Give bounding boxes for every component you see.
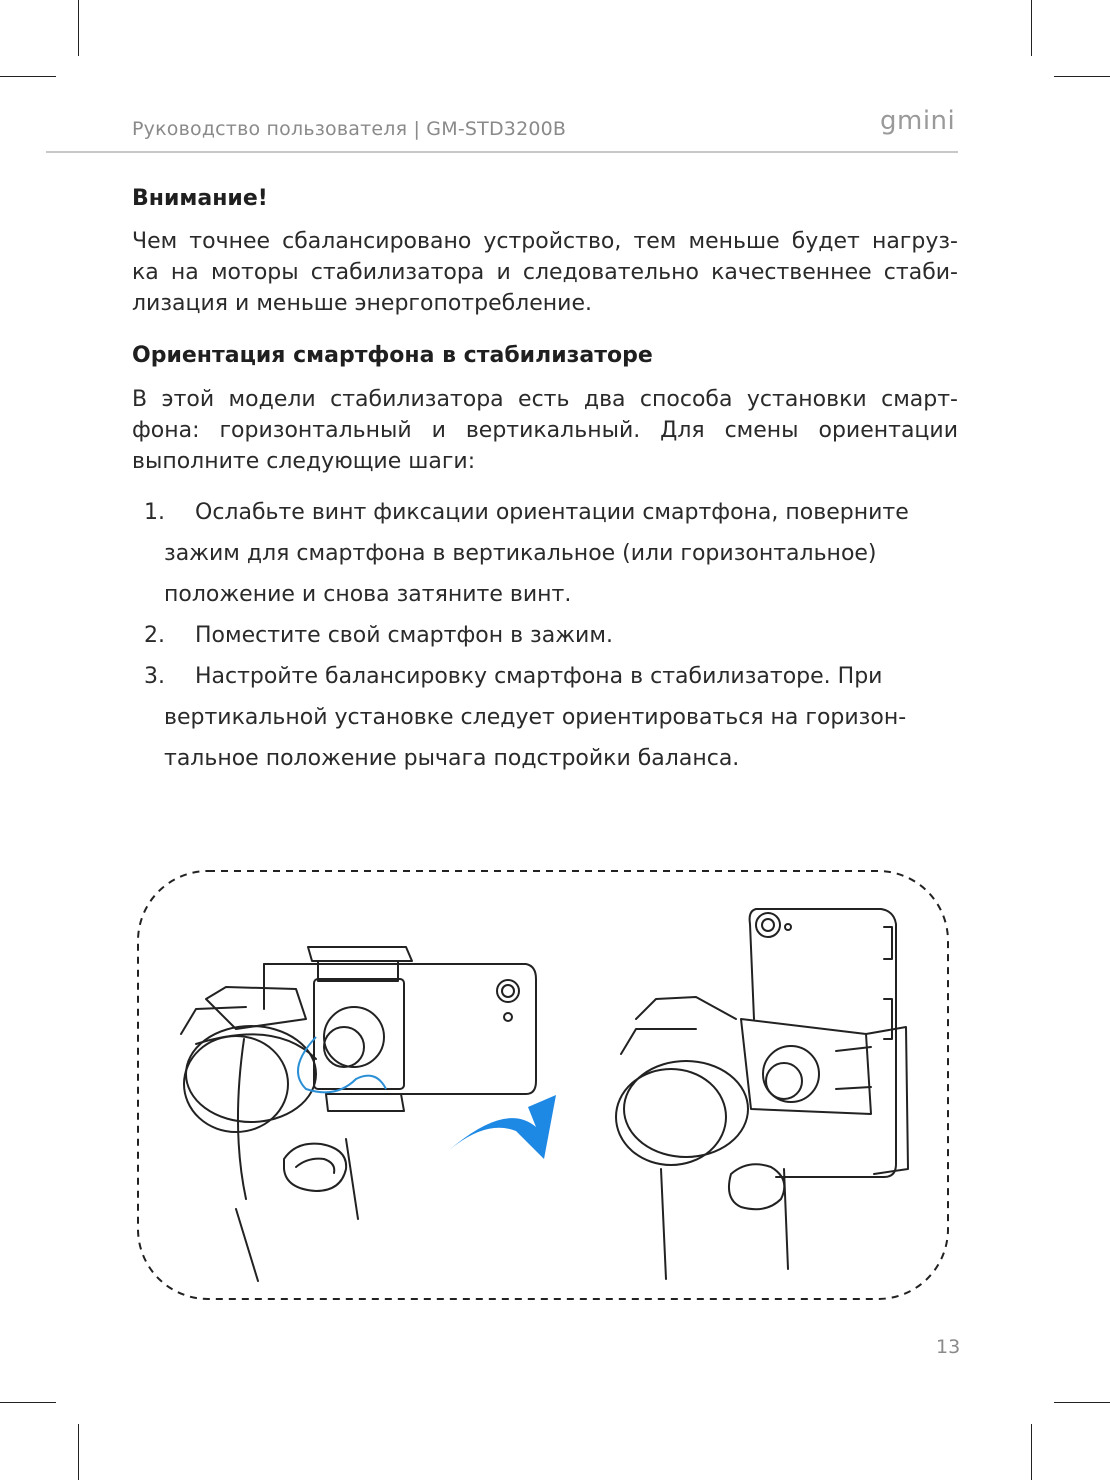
step-text: Настройте балансировку смартфона в стабилизаторе. При (195, 664, 883, 689)
step-number: 3. (144, 664, 165, 689)
crop-mark (1031, 0, 1032, 56)
step-text: Ослабьте винт фиксации ориентации смартфона, поверните (195, 500, 909, 525)
dashed-frame (138, 871, 948, 1299)
gimbal-orientation-illustration (136, 869, 950, 1301)
paragraph-line: Чем точнее сбалансировано устройство, тем меньше будет нагруз- (132, 229, 958, 254)
crop-mark (0, 1402, 56, 1403)
step-text: Поместите свой смартфон в зажим. (195, 623, 613, 648)
crop-mark (1054, 1402, 1110, 1403)
paragraph-line: ка на моторы стабилизатора и следовательно качественнее стаби- (132, 260, 958, 285)
running-header: Руководство пользователя | GM-STD3200B (132, 118, 567, 140)
gimbal-horizontal-drawing (181, 947, 536, 1281)
crop-mark (78, 1424, 79, 1480)
step-text: тальное положение рычага подстройки баланса. (164, 746, 740, 771)
page-number: 13 (936, 1336, 961, 1358)
crop-mark (1031, 1424, 1032, 1480)
orientation-paragraph (132, 384, 958, 477)
gimbal-vertical-drawing (616, 909, 908, 1279)
crop-mark (1054, 76, 1110, 77)
orientation-heading: Ориентация смартфона в стабилизаторе (132, 343, 653, 368)
paragraph-line: В этой модели стабилизатора есть два способа установки смарт- (132, 387, 958, 412)
rotate-arrow-icon (448, 1095, 556, 1159)
paragraph-line: лизация и меньше энергопотребление. (132, 291, 592, 316)
brand-logo: gmini (880, 106, 956, 136)
step-number: 1. (144, 500, 165, 525)
header-divider (46, 151, 958, 153)
attention-heading: Внимание! (132, 186, 268, 211)
step-text: вертикальной установке следует ориентироваться на горизон- (164, 705, 907, 730)
attention-paragraph (132, 226, 958, 319)
step-text: положение и снова затяните винт. (164, 582, 572, 607)
step-number: 2. (144, 623, 165, 648)
step-text: зажим для смартфона в вертикальное (или горизонтальное) (164, 541, 877, 566)
paragraph-line: фона: горизонтальный и вертикальный. Для смены ориентации (132, 418, 958, 443)
crop-mark (78, 0, 79, 56)
crop-mark (0, 76, 56, 77)
paragraph-line: выполните следующие шаги: (132, 449, 476, 474)
